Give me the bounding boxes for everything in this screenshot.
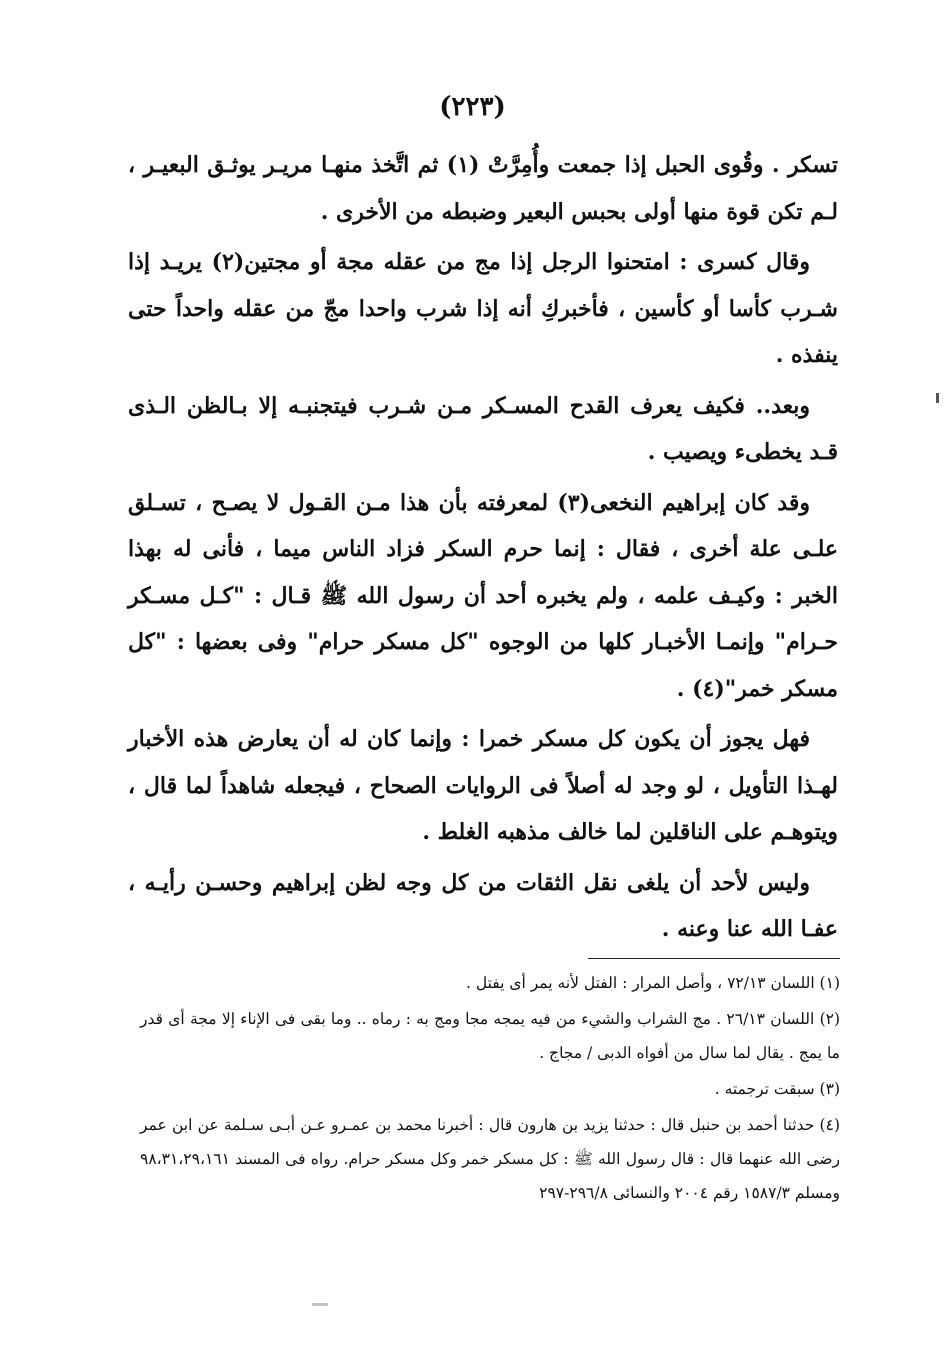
paragraph-6: وليس لأحد أن يلغى نقل الثقات من كل وجه لظن إبراهيم وحسـن رأيـه ، عفـا الله عنا وعنه . [128,869,838,942]
footnote-divider [588,958,840,959]
footnotes [140,966,840,1212]
paragraph-1: تسكر . وقُوى الحبل إذا جمعت وأُمِرَّتْ (١) ثم اتَّخذ منهـا مريـر يوثـق البعيـر ، لـم تكن قوة منها أولى بحبس البعير وضبطه من الأخرى . [128,152,838,225]
paragraph-4: وقد كان إبراهيم النخعى(٣) لمعرفته بأن هذا مـن القـول لا يصـح ، تسـلق علـى علة أخرى ، فقال : إنما حرم السكر فزاد الناس ميما ، فأنى له بهذا الخبر : وكيـف علمه ، ولم يخبره أحد أن رسول الله ﷺ قـال : "كـل مسـكر حـرام" وإنمـا الأخبـار كلها من الوجوه "كل مسكر حرام" وفى بعضها : "كل مسكر خمر"(٤) . [128,489,838,702]
paragraph-5: فهل يجوز أن يكون كل مسكر خمرا : وإنما كان له أن يعارض هذه الأخبار لهـذا التأويل ، لو وجد له أصلاً فى الروايات الصحاح ، فيجعله شاهداً لما قال ، ويتوهـم على الناقلين لما خالف مذهبه الغلط . [128,726,838,845]
footnote-2: (٢) اللسان ٢٦/١٣ . مج الشراب والشيء من فيه يمجه مجا ومج به : رماه .. وما بقى فى الإناء إلا مجة أى قدر ما يمج . يقال لما سال من أفواه الدبى / مجاج . [140,1010,841,1062]
paragraph-3: وبعد.. فكيف يعرف القدح المسـكر مـن شـرب فيتجنبـه إلا بـالظن الـذى قـد يخطىء ويصيب . [128,392,838,465]
footnote-3: (٣) سبقت ترجمته . [714,1080,840,1098]
scan-artifact [312,1303,328,1306]
paragraph-2: وقال كسرى : امتحنوا الرجل إذا مج من عقله مجة أو مجتين(٢) يريـد إذا شـرب كأسا أو كأسين ، فأخبركِ أنه إذا شرب واحدا مجّ من عقله واحداً حتى ينفذه . [128,249,838,368]
footnote-4: (٤) حدثنا أحمد بن حنبل قال : حدثنا يزيد بن هارون قال : أخبرنا محمد بن عمـرو عـن أبـى سـلمة عن ابن عمر رضى الله عنهما قال : قال رسول الله ﷺ : كل مسكر خمر وكل مسكر حرام. رواه فى المسند ٩٨،٣١،٢٩،١٦١ ومسلم ١٥٨٧/٣ رقم ٢٠٠٤ والنسائى ٢٩٦/٨-٢٩٧ [140,1116,840,1202]
edge-artifact [936,393,939,403]
body-text [128,142,838,957]
page-number: (٢٢٣) [439,92,506,122]
footnote-1: (١) اللسان ٧٢/١٣ ، وأصل المرار : الفتل لأنه يمر أى يفتل . [466,974,840,992]
